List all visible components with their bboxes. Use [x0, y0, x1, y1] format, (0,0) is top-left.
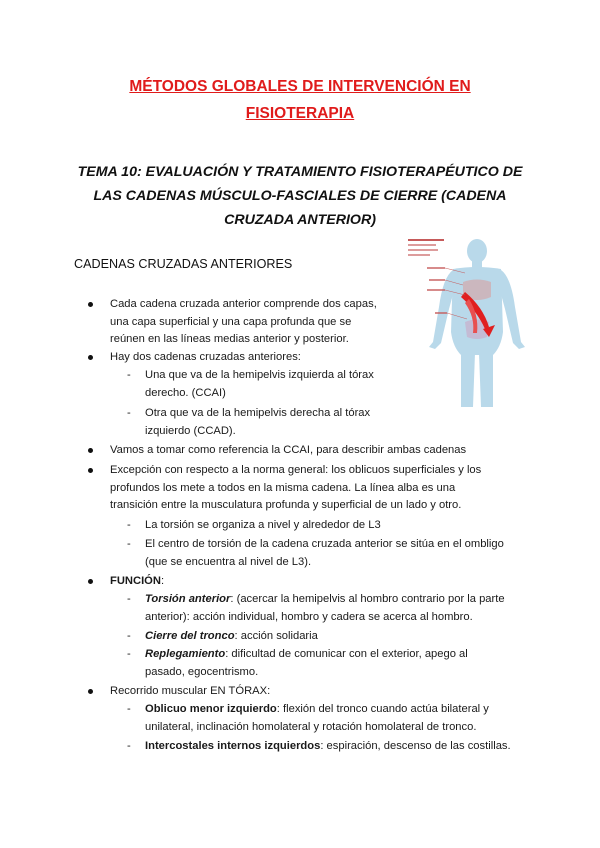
dash-icon: - [127, 703, 131, 715]
list-item [110, 462, 481, 515]
list-item-line: Una que va de la hemipelvis izquierda al tórax [145, 369, 374, 381]
list-item-line: pasado, egocentrismo. [145, 665, 259, 678]
sub-list-item [127, 646, 468, 681]
bullet-icon [88, 468, 93, 473]
term-text: : espiración, descenso de las costillas. [320, 740, 511, 752]
list-item-line: La torsión se organiza a nivel y alrededor de L3 [145, 519, 381, 531]
document-title [60, 73, 540, 127]
list-item-line: unilateral, inclinación homolateral y rotación homolateral de tronco. [145, 720, 477, 733]
sub-list-item [127, 701, 489, 736]
sub-list-item [127, 405, 371, 440]
figure-head [467, 239, 487, 263]
sub-list-item [127, 628, 318, 646]
title-line-2: FISIOTERAPIA [245, 105, 355, 122]
list-item [110, 442, 466, 460]
dash-icon: - [127, 519, 131, 531]
sub-list-item [127, 517, 381, 535]
sub-list-item [127, 591, 505, 626]
body-figure-illustration [405, 237, 527, 407]
term-text: : flexión del tronco cuando actúa bilateral y [276, 703, 489, 715]
function-heading: FUNCIÓN [110, 575, 161, 587]
section-heading: CADENAS CRUZADAS ANTERIORES [74, 257, 293, 271]
figure-left-leg [461, 353, 475, 407]
list-item-line: Excepción con respecto a la norma general: los oblicuos superficiales y los [110, 464, 482, 476]
figure-right-leg [479, 353, 493, 407]
list-item-line: transición entre la musculatura profunda y superficial de un lado y otro. [110, 499, 462, 512]
term: Replegamiento [145, 648, 226, 660]
document-subtitle [60, 160, 540, 232]
bullet-icon [88, 689, 93, 694]
dash-icon: - [127, 630, 131, 642]
subtitle-line-1: TEMA 10: EVALUACIÓN Y TRATAMIENTO FISIOTERAPÉUTICO DE [77, 164, 523, 180]
dash-icon: - [127, 407, 131, 419]
term-text: : acción solidaria [234, 630, 318, 642]
sub-list-item [127, 738, 511, 756]
list-item-line: reúnen en las líneas medias anterior y posterior. [110, 333, 349, 346]
function-colon: : [160, 575, 165, 587]
bullet-icon [88, 302, 93, 307]
sub-list-item [127, 367, 374, 402]
list-item [110, 683, 270, 701]
subtitle-line-3: CRUZADA ANTERIOR) [224, 212, 376, 228]
term: Oblicuo menor izquierdo [145, 703, 277, 715]
bullet-icon [88, 579, 93, 584]
bullet-icon [88, 448, 93, 453]
term: Intercostales internos izquierdos [145, 740, 321, 752]
title-line-1: MÉTODOS GLOBALES DE INTERVENCIÓN EN [129, 78, 471, 95]
dash-icon: - [127, 369, 131, 381]
dash-icon: - [127, 740, 131, 752]
list-item-line: anterior): acción individual, hombro y cadera se acerca al hombro. [145, 610, 473, 623]
dash-icon: - [127, 538, 131, 550]
list-item [110, 573, 164, 591]
dash-icon: - [127, 593, 131, 605]
term-text: : (acercar la hemipelvis al hombro contrario por la parte [230, 593, 505, 605]
list-item-line: izquierdo (CCAD). [145, 424, 236, 437]
list-item-line: Otra que va de la hemipelvis derecha al tórax [145, 407, 371, 419]
list-item [110, 349, 301, 367]
subtitle-line-2: LAS CADENAS MÚSCULO-FASCIALES DE CIERRE (CADENA [93, 188, 507, 204]
term: Torsión anterior [145, 593, 231, 605]
bullet-icon [88, 355, 93, 360]
list-item-line: derecho. (CCAI) [145, 386, 226, 399]
dash-icon: - [127, 648, 131, 660]
list-item-line: Hay dos cadenas cruzadas anteriores: [110, 351, 301, 363]
sub-list-item [127, 536, 504, 571]
list-item-line: El centro de torsión de la cadena cruzada anterior se sitúa en el ombligo [145, 538, 504, 550]
list-item-line: profundos los mete a todos en la misma cadena. La línea alba es una [110, 481, 456, 494]
list-item-line: Recorrido muscular EN TÓRAX: [110, 685, 271, 697]
list-item-line: una capa superficial y una capa profunda que se [110, 315, 352, 328]
list-item [110, 296, 377, 349]
list-item-line: (que se encuentra al nivel de L3). [145, 555, 312, 568]
term: Cierre del tronco [145, 630, 235, 642]
term-text: : dificultad de comunicar con el exterior, apego al [225, 648, 468, 660]
list-item-line: Cada cadena cruzada anterior comprende dos capas, [110, 298, 377, 310]
list-item-line: Vamos a tomar como referencia la CCAI, para describir ambas cadenas [110, 444, 467, 456]
